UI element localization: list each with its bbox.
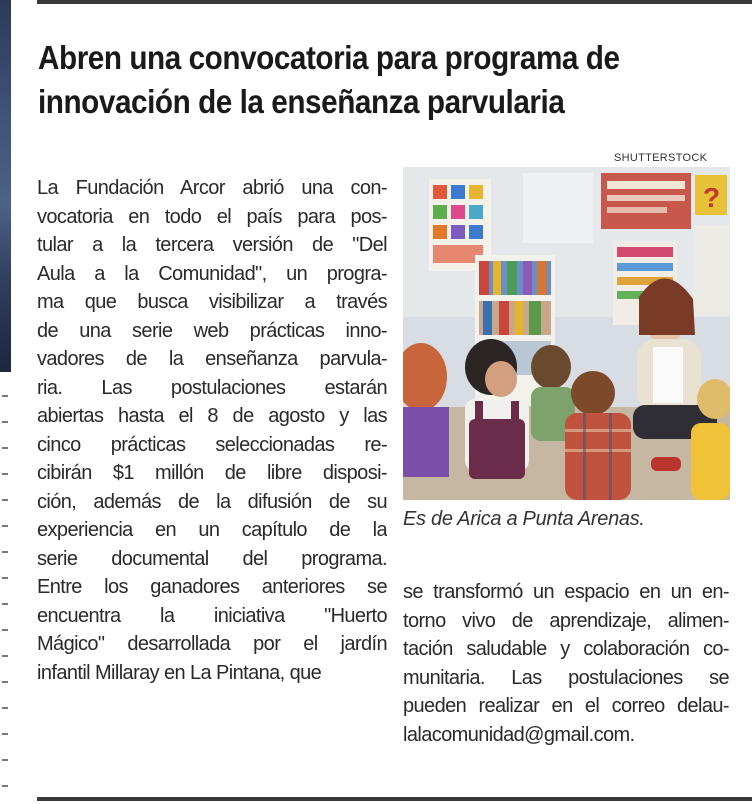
body-line: pueden realizar en el correo delau- bbox=[403, 695, 729, 717]
svg-text:?: ? bbox=[703, 182, 721, 213]
body-line: munitaria. Las postulaciones se bbox=[403, 666, 729, 689]
article-body-right-column bbox=[403, 578, 729, 749]
body-line: tación saludable y colaboración co- bbox=[403, 638, 729, 660]
article-body-left-column bbox=[37, 174, 387, 687]
body-line: de una serie web prácticas inno- bbox=[37, 319, 387, 342]
adjacent-photo-edge bbox=[0, 0, 11, 372]
headline-line-2: innovación de la enseñanza parvularia bbox=[38, 83, 565, 120]
body-line: cinco prácticas seleccionadas re- bbox=[37, 433, 387, 456]
classroom-photo-illustration bbox=[403, 167, 730, 500]
top-rule bbox=[37, 0, 752, 4]
body-line: Mágico" desarrollada por el jardín bbox=[37, 633, 387, 655]
article-photo bbox=[403, 167, 730, 500]
article-headline bbox=[38, 36, 668, 124]
body-line: vadores de la enseñanza parvula- bbox=[37, 348, 387, 370]
body-line: lalacomunidad@gmail.com. bbox=[403, 723, 635, 746]
body-line: ma que busca visibilizar a través bbox=[37, 291, 387, 313]
body-line: tular a la tercera versión de "Del bbox=[37, 234, 387, 256]
body-line: torno vivo de aprendizaje, alimen- bbox=[403, 609, 729, 632]
body-line: experiencia en un capítulo de la bbox=[37, 519, 387, 541]
body-line: La Fundación Arcor abrió una con- bbox=[37, 177, 387, 199]
adjacent-column-edge bbox=[2, 395, 8, 790]
body-line: Entre los ganadores anteriores se bbox=[37, 576, 387, 598]
body-line: infantil Millaray en La Pintana, que bbox=[37, 661, 322, 684]
body-line: ción, además de la difusión de su bbox=[37, 490, 387, 513]
photo-credit: SHUTTERSTOCK bbox=[614, 152, 708, 164]
headline-line-1: Abren una convocatoria para programa de bbox=[38, 39, 620, 76]
body-line: serie documental del programa. bbox=[37, 547, 387, 570]
photo-caption: Es de Arica a Punta Arenas. bbox=[403, 508, 645, 530]
body-line: ria. Las postulaciones estarán bbox=[37, 376, 387, 399]
body-line: cibirán $1 millón de libre disposi- bbox=[37, 462, 387, 484]
body-line: encuentra la iniciativa "Huerto bbox=[37, 604, 387, 627]
body-line: Aula a la Comunidad", un progra- bbox=[37, 262, 387, 285]
body-line: abiertas hasta el 8 de agosto y las bbox=[37, 405, 387, 427]
body-line: se transformó un espacio en un en- bbox=[403, 581, 729, 603]
body-line: vocatoria en todo el país para pos- bbox=[37, 205, 387, 228]
bottom-rule bbox=[37, 797, 752, 801]
